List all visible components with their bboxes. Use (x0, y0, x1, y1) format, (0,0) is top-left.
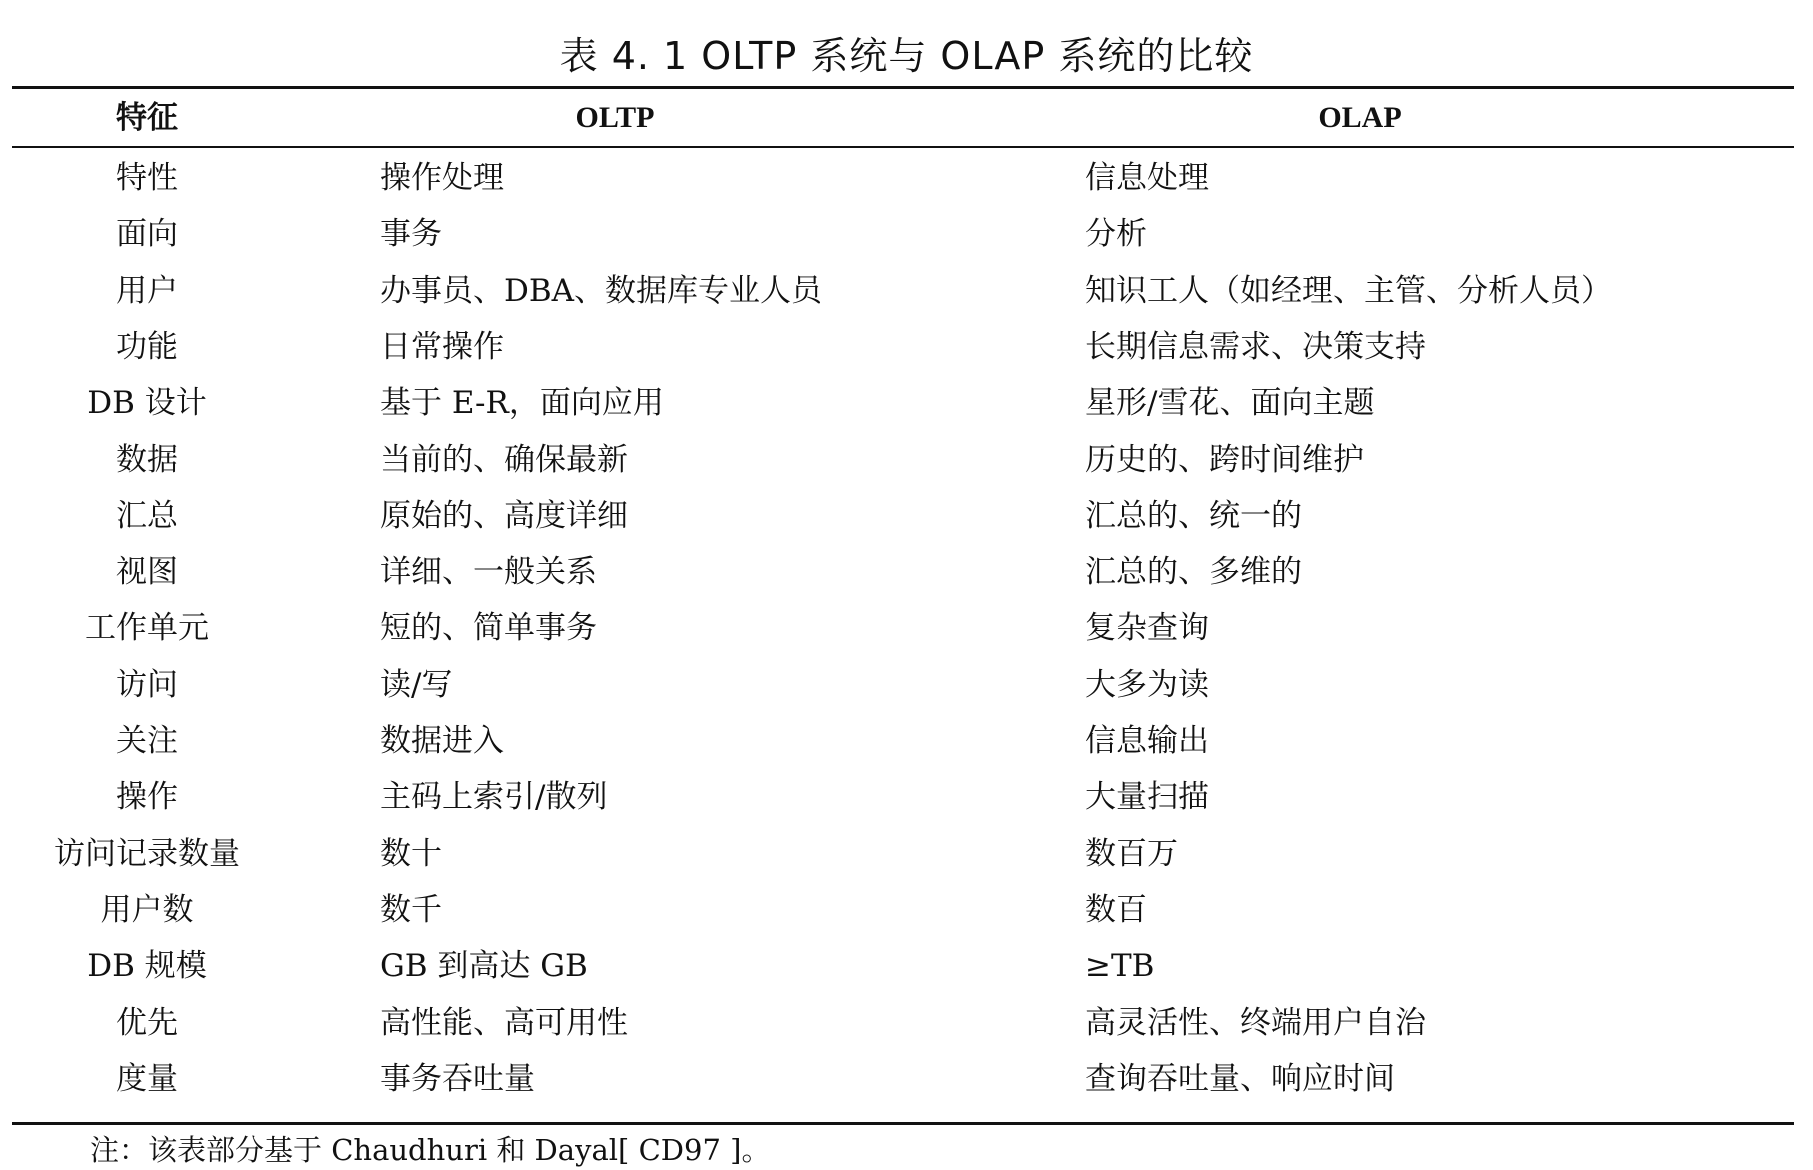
cell-oltp: 数十 (380, 835, 442, 872)
cell-olap: 星形/雪花、面向主题 (1085, 385, 1375, 422)
cell-feature: 功能 (116, 328, 178, 365)
cell-olap: 信息输出 (1085, 723, 1209, 759)
table-row (0, 1051, 1813, 1107)
cell-oltp: 基于 E-R，面向应用 (380, 385, 664, 422)
table-row (0, 319, 1813, 375)
cell-oltp: 操作处理 (380, 160, 504, 196)
cell-oltp: 读/写 (380, 666, 453, 703)
cell-olap: 历史的、跨时间维护 (1085, 441, 1364, 478)
cell-feature: 面向 (116, 216, 178, 253)
table-row (0, 882, 1813, 938)
table-row (0, 263, 1813, 319)
cell-feature: 用户数 (100, 891, 194, 928)
table-row (0, 769, 1813, 825)
table-header-row (0, 90, 1813, 146)
cell-feature: 用户 (116, 272, 178, 309)
cell-feature: DB 规模 (87, 948, 207, 985)
cell-feature: 数据 (116, 441, 178, 478)
header-olap: OLAP (1318, 101, 1402, 134)
cell-oltp: 事务 (380, 216, 442, 253)
cell-oltp: 短的、简单事务 (380, 610, 597, 647)
table-row (0, 938, 1813, 994)
cell-oltp: 高性能、高可用性 (380, 1004, 628, 1041)
cell-oltp: 详细、一般关系 (380, 554, 597, 591)
cell-olap: ≥TB (1085, 948, 1155, 985)
header-oltp: OLTP (575, 101, 655, 134)
cell-feature: 汇总 (116, 497, 178, 534)
cell-olap: 长期信息需求、决策支持 (1085, 328, 1426, 365)
cell-olap: 数百 (1085, 891, 1147, 928)
cell-feature: 度量 (116, 1060, 178, 1097)
table-note: 注：该表部分基于 Chaudhuri 和 Dayal[ CD97 ]。 (90, 1133, 771, 1167)
cell-olap: 数百万 (1085, 835, 1178, 872)
table-row (0, 713, 1813, 769)
cell-olap: 大量扫描 (1085, 779, 1209, 816)
cell-olap: 复杂查询 (1085, 610, 1209, 647)
cell-olap: 查询吞吐量、响应时间 (1085, 1060, 1395, 1097)
cell-feature: 工作单元 (85, 610, 209, 647)
cell-olap: 信息处理 (1085, 160, 1209, 196)
cell-olap: 分析 (1085, 216, 1147, 253)
table-row (0, 150, 1813, 206)
cell-feature: DB 设计 (87, 385, 207, 422)
cell-oltp: 当前的、确保最新 (380, 441, 628, 478)
header-feature: 特征 (116, 100, 178, 136)
table-row (0, 206, 1813, 262)
cell-oltp: 数千 (380, 891, 442, 928)
cell-olap: 汇总的、多维的 (1085, 554, 1302, 591)
table-row (0, 375, 1813, 431)
cell-olap: 高灵活性、终端用户自治 (1085, 1004, 1426, 1041)
cell-oltp: 事务吞吐量 (380, 1060, 535, 1097)
table-row (0, 544, 1813, 600)
cell-olap: 知识工人（如经理、主管、分析人员） (1085, 272, 1612, 309)
cell-oltp: 日常操作 (380, 328, 504, 365)
table-row (0, 488, 1813, 544)
cell-oltp: GB 到高达 GB (380, 948, 588, 985)
cell-oltp: 主码上索引/散列 (380, 779, 608, 816)
cell-olap: 汇总的、统一的 (1085, 497, 1302, 534)
table-row (0, 826, 1813, 882)
cell-feature: 关注 (116, 723, 178, 759)
cell-feature: 视图 (116, 554, 178, 591)
cell-feature: 操作 (116, 779, 178, 816)
table-caption: 表 4. 1 OLTP 系统与 OLAP 系统的比较 (559, 34, 1254, 78)
cell-feature: 访问 (116, 666, 178, 703)
cell-oltp: 数据进入 (380, 723, 504, 759)
table-row (0, 432, 1813, 488)
cell-oltp: 原始的、高度详细 (380, 497, 628, 534)
cell-olap: 大多为读 (1085, 666, 1209, 703)
table-row (0, 600, 1813, 656)
cell-oltp: 办事员、DBA、数据库专业人员 (380, 272, 823, 309)
table-row (0, 995, 1813, 1051)
cell-feature: 优先 (116, 1004, 178, 1041)
cell-feature: 访问记录数量 (54, 835, 240, 872)
cell-feature: 特性 (116, 160, 178, 196)
table-row (0, 657, 1813, 713)
